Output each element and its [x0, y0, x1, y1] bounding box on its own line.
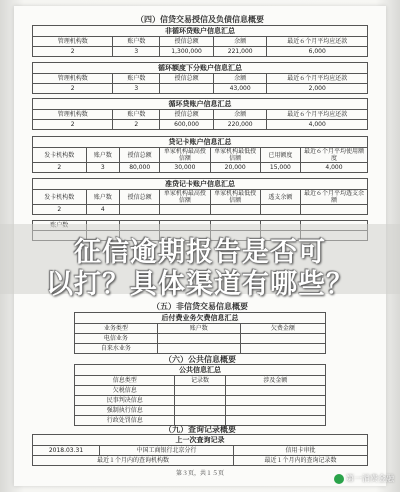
- cell: 4: [86, 205, 120, 215]
- cell: 4,000: [267, 120, 368, 130]
- public-info-table: [74, 364, 326, 426]
- page-number: 第３页，共１５页: [175, 470, 224, 477]
- table-row: [33, 205, 368, 215]
- cell: 2: [33, 120, 113, 130]
- cell: 民事判决信息: [75, 396, 175, 406]
- credit-card-table: [32, 136, 368, 173]
- query-table: [32, 434, 368, 466]
- col-header: 最近６个月平均应还款: [267, 74, 368, 84]
- revolving-caption: 循环贷账户信息汇总: [33, 99, 368, 110]
- col-header: 账户数: [113, 74, 160, 84]
- cell: [240, 334, 325, 344]
- nonrevolving-caption: 非循环贷账户信息汇总: [33, 26, 368, 37]
- col-header: 业务类型: [75, 324, 158, 334]
- cell: 自来水业务: [75, 344, 158, 354]
- cell: 2018.03.31: [33, 446, 100, 456]
- cell: 3: [113, 47, 160, 57]
- col-header: 账户数: [86, 148, 120, 163]
- cell: [160, 84, 214, 94]
- cell: 6,000: [267, 47, 368, 57]
- cell: 43,000: [213, 84, 267, 94]
- wechat-icon: [334, 474, 344, 484]
- col-header: 账户数: [113, 110, 160, 120]
- col-header: 最近１个月内的查询机构数: [33, 456, 234, 466]
- table-row: [33, 446, 368, 456]
- cell: 行政处罚信息: [75, 416, 175, 426]
- table-row: [75, 396, 326, 406]
- cell: 强制执行信息: [75, 406, 175, 416]
- cell: 欠税信息: [75, 386, 175, 396]
- cell: 15,000: [260, 163, 300, 173]
- cell: 2: [33, 205, 87, 215]
- col-header: 单家机构最高授信额: [160, 148, 210, 163]
- watermark: [334, 473, 394, 484]
- cell: [157, 344, 240, 354]
- cell: [175, 396, 225, 406]
- table-row: [33, 84, 368, 94]
- query-caption: 上一次查询记录: [33, 435, 368, 446]
- col-header: 信息类型: [75, 376, 175, 386]
- headline-banner: [0, 224, 400, 300]
- public-info-caption: 公共信息汇总: [75, 365, 326, 376]
- revolving-table: [32, 98, 368, 130]
- col-header: 已用额度: [260, 148, 300, 163]
- col-header: 欠费金额: [240, 324, 325, 334]
- cell: [175, 406, 225, 416]
- quasi-credit-card-caption: 准贷记卡账户信息汇总: [33, 179, 368, 190]
- headline-line1: 征信逾期报告是否可: [74, 237, 326, 268]
- col-header: 最近６个月平均透支余额: [300, 190, 367, 205]
- col-header: 授信总额: [120, 148, 160, 163]
- headline-line2: 以打？具体渠道有哪些？: [46, 269, 354, 300]
- cell: 2: [33, 47, 113, 57]
- cell: 20,000: [210, 163, 260, 173]
- cell: [240, 344, 325, 354]
- cell: 2: [33, 84, 113, 94]
- section9-title: （九）查询记录概要: [164, 425, 236, 434]
- col-header: 余额: [213, 74, 267, 84]
- col-header: 最近６个月平均使用额度: [300, 148, 367, 163]
- cell: [260, 205, 300, 215]
- cell: 4,000: [300, 163, 367, 173]
- table-row: [33, 120, 368, 130]
- table-row: [75, 386, 326, 396]
- table-row: [75, 406, 326, 416]
- col-header: 单家机构最低授信额: [210, 148, 260, 163]
- cell: [210, 205, 260, 215]
- section5-title: （五）非信贷交易信息概要: [152, 302, 248, 311]
- col-header: 账户数: [157, 324, 240, 334]
- col-header: 余额: [213, 110, 267, 120]
- cell: 2,000: [267, 84, 368, 94]
- credit-card-caption: 贷记卡账户信息汇总: [33, 137, 368, 148]
- col-header: 发卡机构数: [33, 190, 87, 205]
- cell: [157, 334, 240, 344]
- watermark-text: 第一消费金融: [346, 474, 394, 483]
- cell: 30,000: [160, 163, 210, 173]
- cell: 中国工商银行北京分行: [100, 446, 234, 456]
- col-header: 管理机构数: [33, 37, 113, 47]
- col-header: 最近１个月内的查询记录数: [234, 456, 368, 466]
- col-header: 授信总额: [120, 190, 160, 205]
- cell: 2: [33, 163, 87, 173]
- cell: 220,000: [213, 120, 267, 130]
- cell: [300, 205, 367, 215]
- col-header: 余额: [213, 37, 267, 47]
- cell: 221,000: [213, 47, 267, 57]
- nonrevolving-table: [32, 25, 368, 57]
- cell: 电信业务: [75, 334, 158, 344]
- revolving-sub-caption: 循环额度下分账户信息汇总: [33, 63, 368, 74]
- cell: [175, 386, 225, 396]
- col-header: 账户数: [86, 190, 120, 205]
- col-header: 单家机构最低授信额: [210, 190, 260, 205]
- col-header: 单家机构最高授信额: [160, 190, 210, 205]
- col-header: 管理机构数: [33, 110, 113, 120]
- col-header: 授信总额: [160, 110, 214, 120]
- col-header: 最近６个月平均应还款: [267, 37, 368, 47]
- section6-title: （六）公共信息概要: [164, 355, 236, 364]
- col-header: 管理机构数: [33, 74, 113, 84]
- cell: 2: [113, 120, 160, 130]
- col-header: 发卡机构数: [33, 148, 87, 163]
- quasi-credit-card-table: [32, 178, 368, 215]
- col-header: 授信总额: [160, 37, 214, 47]
- cell: [225, 406, 325, 416]
- cell: [120, 205, 160, 215]
- revolving-sub-table: [32, 62, 368, 94]
- col-header: 最近６个月平均应还款: [267, 110, 368, 120]
- table-row: [33, 163, 368, 173]
- cell: [225, 396, 325, 406]
- table-row: [75, 344, 326, 354]
- col-header: 账户数: [113, 37, 160, 47]
- table-row: [75, 334, 326, 344]
- table-row: [33, 47, 368, 57]
- cell: 3: [86, 163, 120, 173]
- cell: [225, 386, 325, 396]
- col-header: 授信总额: [160, 74, 214, 84]
- cell: 80,000: [120, 163, 160, 173]
- cell: 信用卡审批: [234, 446, 368, 456]
- cell: 3: [113, 84, 160, 94]
- col-header: 记录数: [175, 376, 225, 386]
- cell: 1,300,000: [160, 47, 214, 57]
- non-credit-caption: 后付费业务欠费信息汇总: [75, 313, 326, 324]
- section4-title: （四）信贷交易授信及负债信息概要: [136, 15, 264, 24]
- cell: [160, 205, 210, 215]
- col-header: 透支余额: [260, 190, 300, 205]
- cell: 600,000: [160, 120, 214, 130]
- col-header: 涉及金额: [225, 376, 325, 386]
- non-credit-table: [74, 312, 326, 354]
